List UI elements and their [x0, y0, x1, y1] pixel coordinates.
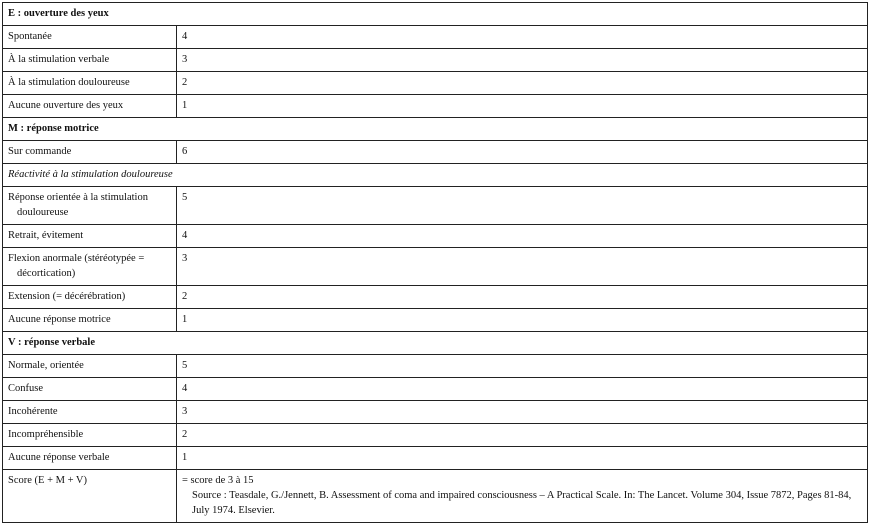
- section-heading-eyes: E : ouverture des yeux: [3, 3, 868, 26]
- row-value: 4: [177, 378, 868, 401]
- score-value: = score de 3 à 15: [182, 475, 254, 486]
- row-label-line1: Réponse orientée à la stimulation: [8, 192, 148, 203]
- row-value: 1: [177, 95, 868, 118]
- score-cell: [177, 470, 868, 523]
- row-label: Aucune ouverture des yeux: [3, 95, 177, 118]
- row-value: 4: [177, 225, 868, 248]
- glasgow-table-container: [2, 2, 868, 523]
- row-value: 3: [177, 401, 868, 424]
- row-value: 3: [177, 49, 868, 72]
- table-row: [3, 95, 868, 118]
- row-label-line2: décortication): [17, 268, 76, 279]
- table-row: [3, 26, 868, 49]
- row-value: 3: [177, 248, 868, 286]
- source-citation: Source : Teasdale, G./Jennett, B. Assessment of coma and impaired consciousness – A Practical Scale. In: The Lancet. Volume 304, Issue 7872, Pages 81-84, July 1974. Elsevier.: [192, 490, 852, 516]
- row-label: Incohérente: [3, 401, 177, 424]
- table-row: [3, 355, 868, 378]
- row-label: Sur commande: [3, 141, 177, 164]
- row-value: 1: [177, 447, 868, 470]
- table-row: [3, 401, 868, 424]
- row-label: Retrait, évitement: [3, 225, 177, 248]
- table-row: [3, 72, 868, 95]
- section-row-verbal: [3, 332, 868, 355]
- row-value: 2: [177, 424, 868, 447]
- row-label-line2: douloureuse: [17, 207, 69, 218]
- table-row: [3, 309, 868, 332]
- table-row: [3, 141, 868, 164]
- row-label: Incompréhensible: [3, 424, 177, 447]
- subsection-row: [3, 164, 868, 187]
- table-row: [3, 447, 868, 470]
- table-row: [3, 286, 868, 309]
- row-label: Confuse: [3, 378, 177, 401]
- row-value: 6: [177, 141, 868, 164]
- row-value: 2: [177, 286, 868, 309]
- row-label: [3, 187, 177, 225]
- glasgow-coma-scale-table: [2, 2, 868, 523]
- section-row-motor: [3, 118, 868, 141]
- row-value: 2: [177, 72, 868, 95]
- row-label: Aucune réponse verbale: [3, 447, 177, 470]
- row-label: À la stimulation verbale: [3, 49, 177, 72]
- row-value: 5: [177, 187, 868, 225]
- section-heading-verbal: V : réponse verbale: [3, 332, 868, 355]
- subsection-heading-pain-reactivity: Réactivité à la stimulation douloureuse: [3, 164, 868, 187]
- table-row: [3, 248, 868, 286]
- row-label: Normale, orientée: [3, 355, 177, 378]
- row-value: 4: [177, 26, 868, 49]
- section-heading-motor: M : réponse motrice: [3, 118, 868, 141]
- row-label: Extension (= décérébration): [3, 286, 177, 309]
- table-row: [3, 49, 868, 72]
- score-row: [3, 470, 868, 523]
- section-row-eyes: [3, 3, 868, 26]
- row-label: Aucune réponse motrice: [3, 309, 177, 332]
- row-label: [3, 248, 177, 286]
- table-row: [3, 378, 868, 401]
- table-row: [3, 187, 868, 225]
- row-value: 5: [177, 355, 868, 378]
- row-label: À la stimulation douloureuse: [3, 72, 177, 95]
- row-label-line1: Flexion anormale (stéréotypée =: [8, 253, 145, 264]
- row-label: Spontanée: [3, 26, 177, 49]
- score-label: Score (E + M + V): [3, 470, 177, 523]
- table-row: [3, 225, 868, 248]
- row-value: 1: [177, 309, 868, 332]
- table-row: [3, 424, 868, 447]
